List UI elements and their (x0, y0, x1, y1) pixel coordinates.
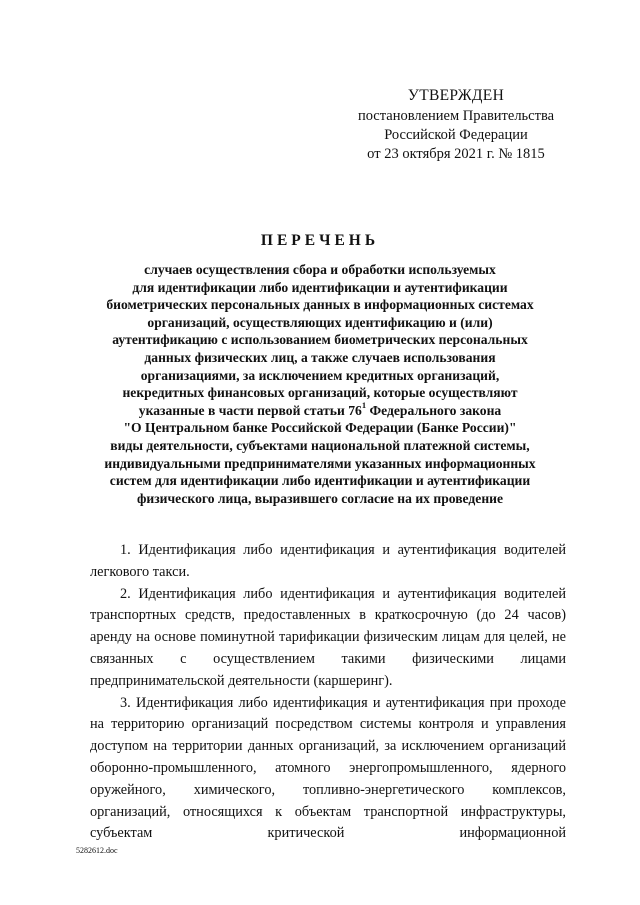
subtitle-line: физического лица, выразившего согласие на их проведение (136, 490, 504, 506)
subtitle-line: виды деятельности, субъектами национальной платежной системы, (110, 437, 530, 453)
subtitle-line: случаев осуществления сбора и обработки используемых (144, 262, 496, 277)
subtitle-line: индивидуальными предпринимателями указанных информационных (104, 455, 536, 471)
superscript: 1 (361, 400, 367, 411)
approval-line-1: постановлением Правительства (357, 108, 555, 124)
document-title: ПЕРЕЧЕНЬ (260, 232, 380, 249)
list-item-1: 1. Идентификация либо идентификация и аутентификация водителей легкового такси. (90, 542, 566, 580)
approval-title: УТВЕРЖДЕН (407, 87, 505, 104)
list-item-2: 2. Идентификация либо идентификация и аутентификация водителей транспортных средств, предоставленных в краткосрочную (до 24 часов) аренду на основе поминутной тарификации физическим лицам для целей, не связанных с осуществлением такими физическими лицами предпринимательской деятельности (каршеринг). (90, 585, 566, 689)
subtitle-line: систем для идентификации либо идентификации и аутентификации (109, 473, 531, 489)
subtitle-line: организациями, за исключением кредитных организаций, (140, 367, 500, 383)
subtitle-line: биометрических персональных данных в информационных системах (106, 297, 534, 313)
subtitle-line: аутентификацию с использованием биометрических персональных (112, 332, 528, 348)
subtitle-text: Федерального закона (366, 402, 502, 418)
approval-line-2: Российской Федерации (384, 127, 528, 143)
document-body (90, 540, 566, 845)
approval-line-3: от 23 октября 2021 г. № 1815 (367, 146, 545, 162)
subtitle-text: указанные в части первой статьи 76 (138, 402, 362, 418)
list-item-3: 3. Идентификация либо идентификация и аутентификация при проходе на территорию организаций посредством системы контроля и управления доступом на территории данных организаций, за исключением организаций оборонно-промышленного, атомного энергопромышленного, ядерного оружейного, химического, топливно-энергетического комплексов, организаций, относящихся к объектам транспортной инфраструктуры, субъектам критической информационной (90, 694, 566, 842)
document-subtitle (60, 261, 580, 507)
subtitle-line: для идентификации либо идентификации и аутентификации (132, 279, 508, 295)
approval-stamp (340, 86, 572, 164)
subtitle-line: некредитных финансовых организаций, которые осуществляют (122, 385, 518, 401)
subtitle-line (60, 402, 580, 420)
subtitle-line: "О Центральном банке Российской Федерации (Банке России)" (123, 420, 517, 436)
subtitle-line: данных физических лиц, а также случаев использования (144, 349, 496, 365)
file-name-footer: 5282612.doc (76, 846, 118, 855)
subtitle-line: организаций, осуществляющих идентификацию и (или) (147, 314, 493, 330)
